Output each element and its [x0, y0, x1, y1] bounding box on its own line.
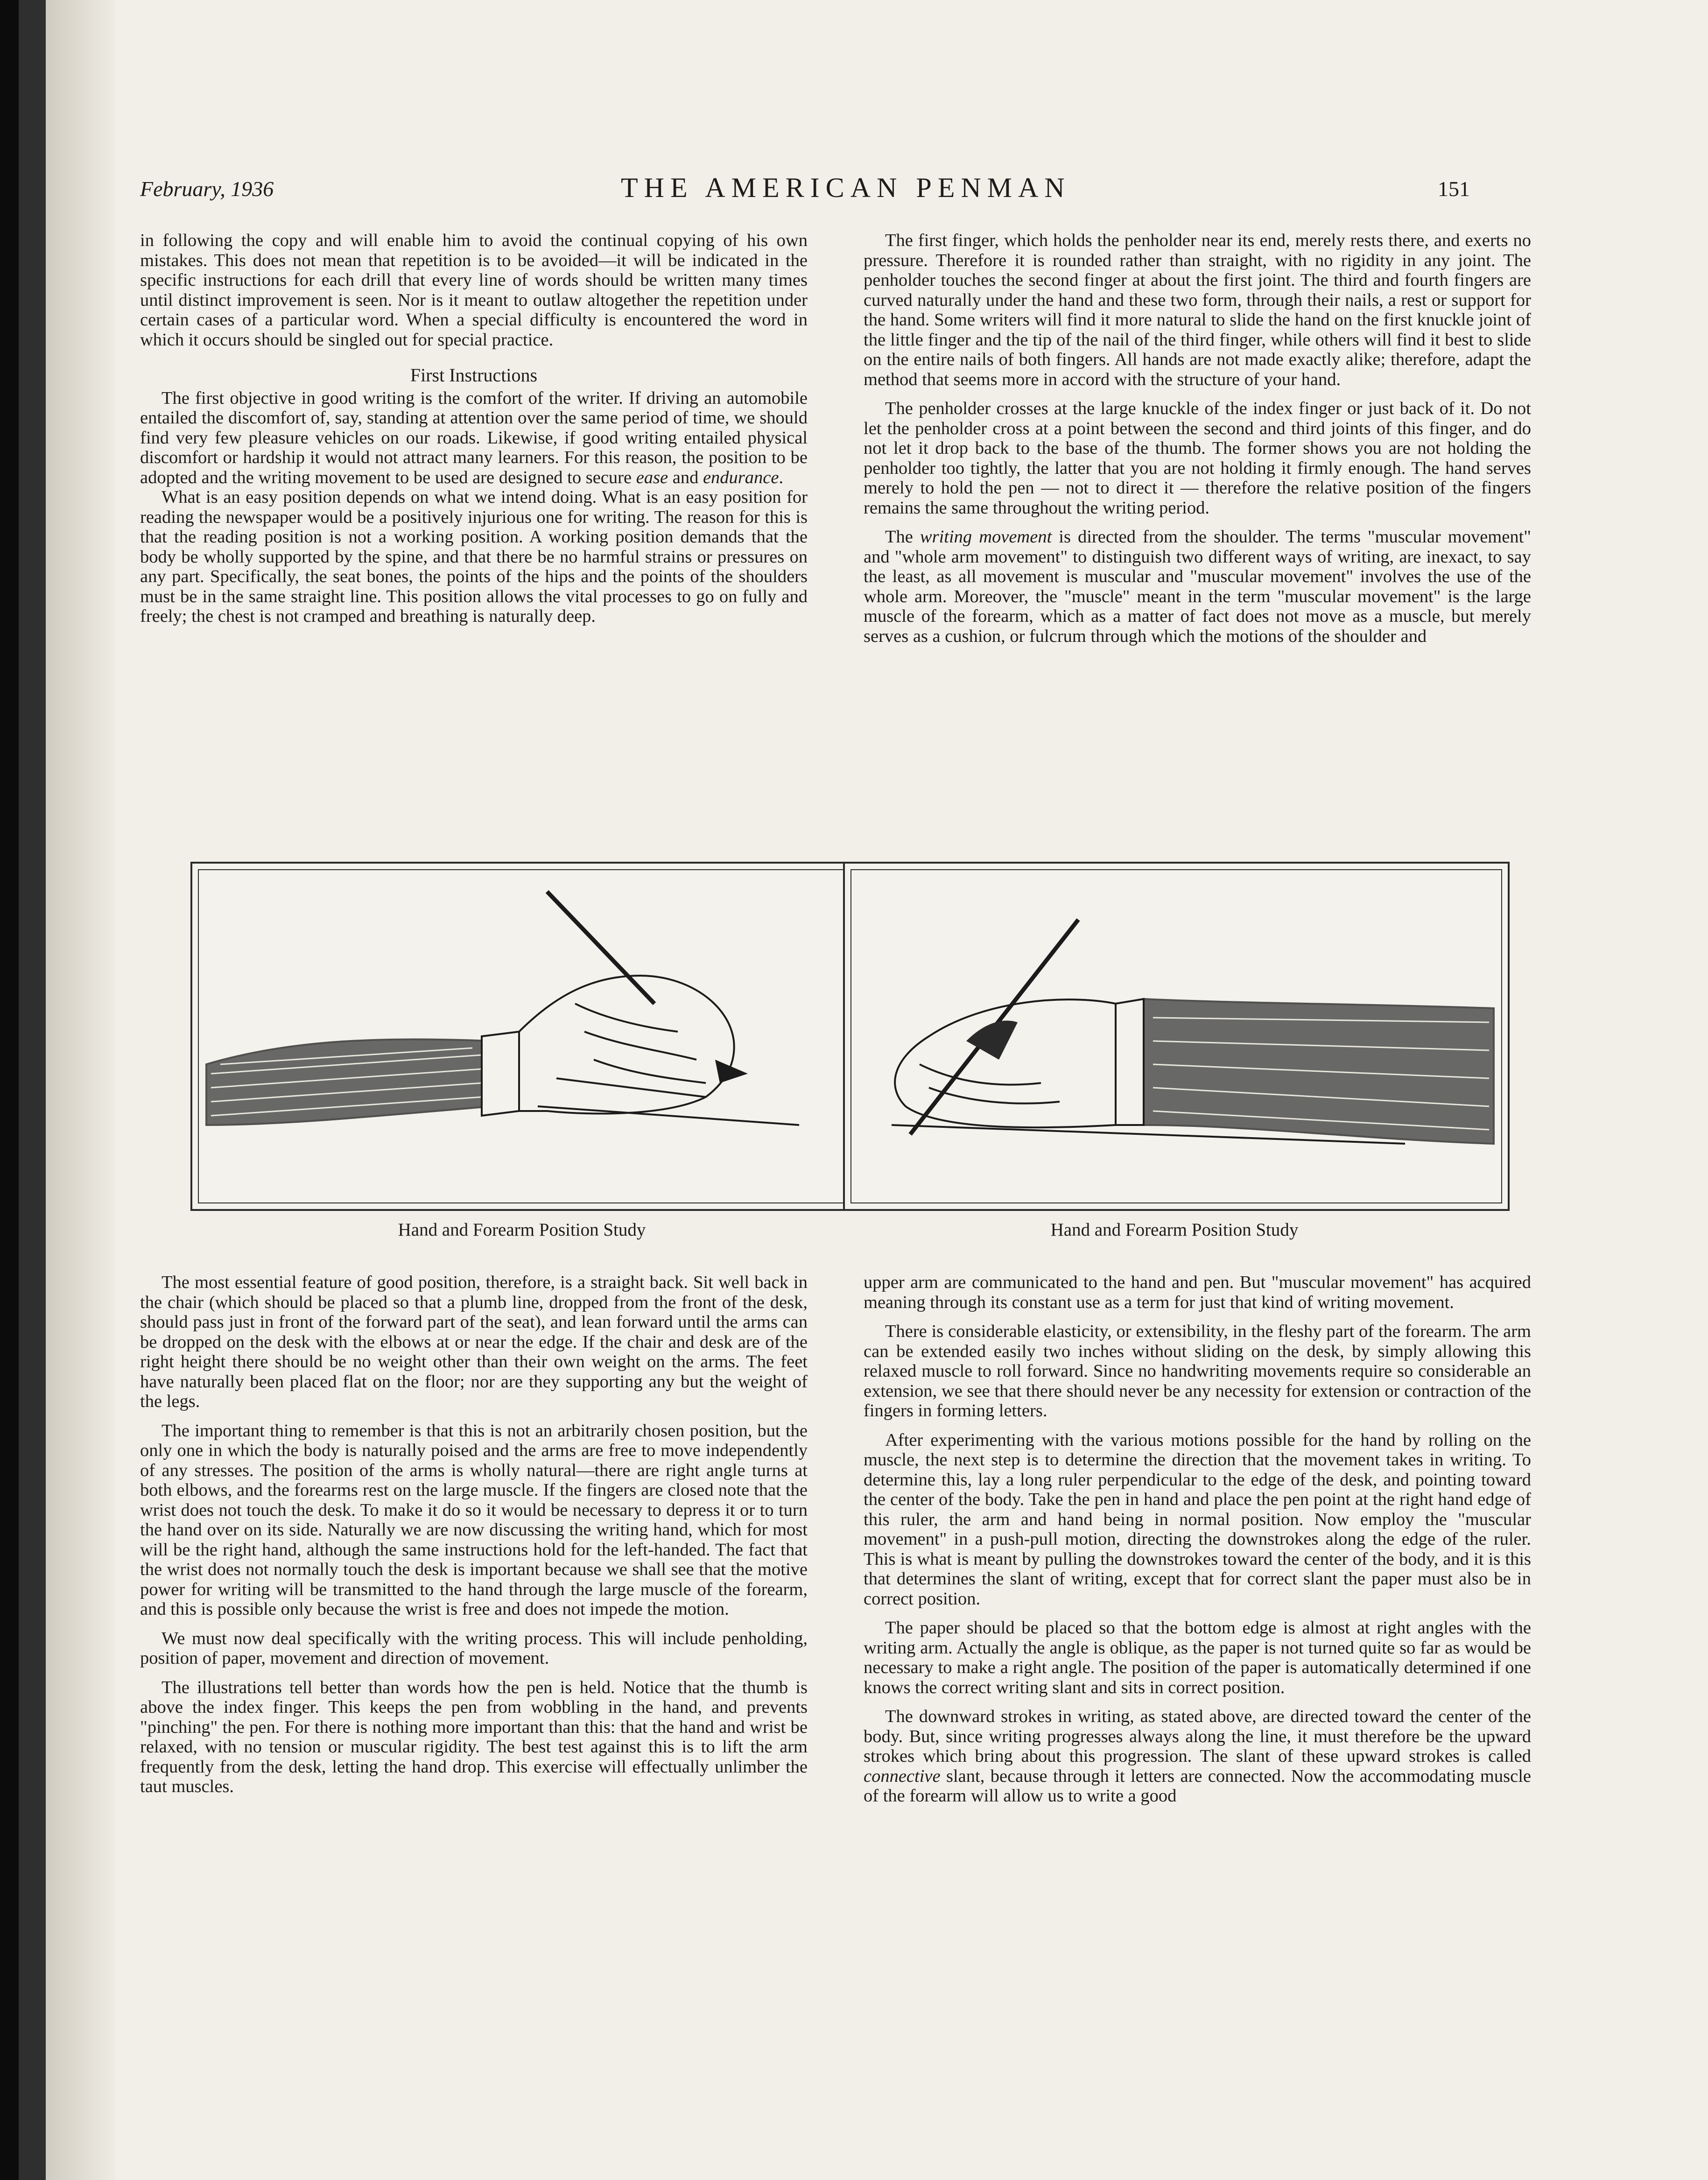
header-date: February, 1936 — [140, 177, 274, 201]
spine-shadow — [46, 0, 116, 2180]
paragraph: upper arm are communicated to the hand and pen. But "muscular movement" has acquired meaning through its constant use as a term for just that kind of writing movement. — [864, 1273, 1531, 1312]
section-heading: First Instructions — [410, 365, 538, 386]
figure-hand-position-right — [843, 862, 1510, 1211]
paragraph: The first objective in good writing is the comfort of the writer. If driving an automobile entailed the discomfort of, say, standing at attention over the same period of time, we should find very few pleasure vehicles on our roads. Likewise, if good writing entailed physical discomfort or hardship it would not attract many learners. For this reason, the position to be adopted and the writing movement to be used are designed to secure ease and endurance. — [140, 388, 808, 487]
paragraph: The downward strokes in writing, as stated above, are directed toward the center of the body. But, since writing progresses always along the line, it must therefore be the upward strokes which bring about this progression. The slant of these upward strokes is called connective slant, because through it letters are connected. Now the accommodating muscle of the forearm will allow us to write a good — [864, 1707, 1531, 1806]
paragraph: The first finger, which holds the penholder near its end, merely rests there, and exerts no pressure. Therefore it is rounded rather than straight, with no rigidity in any joint. The penholder touches the second finger at about the first joint. The third and fourth fingers are curved naturally under the hand and these two form, through their nails, a rest or support for the hand. Some writers will find it more natural to slide the hand on the first knuckle joint of the little finger and the tip of the nail of the third finger, while others will find it best to slide on the entire nails of both fingers. All hands are not made exactly alike; therefore, adapt the method that seems more in accord with the structure of your hand. — [864, 231, 1531, 389]
paragraph: The illustrations tell better than words how the pen is held. Notice that the thumb is above the index finger. This keeps the pen from wobbling in the hand, and prevents "pinching" the pen. For there is nothing more important than this: that the hand and wrist be relaxed, with no tension or muscular rigidity. The best test against this is to lift the arm frequently from the desk, letting the hand drop. This exercise will effectually unlimber the taut muscles. — [140, 1677, 808, 1796]
column-right-top — [864, 231, 1531, 646]
paragraph: What is an easy position depends on what we intend doing. What is an easy position for reading the newspaper would be a positively injurious one for writing. The reason for this is that the reading position is not a working position. A working position demands that the body be wholly supported by the spine, and that there be no harmful strains or pressures on any part. Specifically, the seat bones, the points of the hips and the points of the shoulders must be in the same straight line. This position allows the vital processes to go on fully and freely; the chest is not cramped and breathing is naturally deep. — [140, 487, 808, 626]
column-left-bottom — [140, 1273, 808, 1797]
paragraph: The most essential feature of good position, therefore, is a straight back. Sit well back in the chair (which should be placed so that a plumb line, dropped from the front of the desk, should pass just in front of the forward part of the seat), and lean forward until the arms can be dropped on the desk with the elbows at or near the edge. If the chair and desk are of the right height there should be no weight other than their own weight on the arms. The feet have naturally been placed flat on the floor; nor are they supporting any but the weight of the legs. — [140, 1273, 808, 1411]
paragraph: The writing movement is directed from the shoulder. The terms "muscular movement" and "whole arm movement" to distinguish two different ways of writing, are inexact, to say the least, as all movement is muscular and "muscular movement" involves the use of the whole arm. Moreover, the "muscle" meant in the term "muscular movement" is the large muscle of the forearm, which as a matter of fact does not move as a muscle, but merely serves as a cushion, or fulcrum through which the motions of the shoulder and — [864, 527, 1531, 646]
paragraph: There is considerable elasticity, or extensibility, in the fleshy part of the forearm. The arm can be extended easily two inches without sliding on the desk, by simply allowing this relaxed muscle to roll forward. Since no handwriting movements require so considerable an extension, we see that there should never be any necessity for extension or contraction of the fingers in forming letters. — [864, 1322, 1531, 1421]
paragraph: After experimenting with the various motions possible for the hand by rolling on the muscle, the next step is to determine the direction that the movement takes in writing. To determine this, lay a long ruler perpendicular to the edge of the desk, and pointing toward the center of the body. Take the pen in hand and place the pen point at the right hand edge of this ruler, the arm and hand being in normal position. Now employ the "muscular movement" in a push-pull motion, directing the downstrokes along the edge of the ruler. This is what is meant by pulling the downstrokes toward the center of the body, and it is this that determines the slant of writing, except that for correct slant the paper must also be in correct position. — [864, 1430, 1531, 1609]
column-right-bottom — [864, 1273, 1531, 1806]
hand-illustration-left — [192, 864, 855, 1209]
paragraph: The paper should be placed so that the bottom edge is almost at right angles with the writing arm. Actually the angle is oblique, as the paper is not turned quite so far as would be necessary to make a right angle. The position of the paper is automatically determined if one knows the correct writing slant and sits in correct position. — [864, 1618, 1531, 1697]
figure-caption-right: Hand and Forearm Position Study — [1050, 1220, 1299, 1240]
page-number: 151 — [1438, 177, 1470, 201]
paragraph: The penholder crosses at the large knuckle of the index finger or just back of it. Do not let the penholder cross at a point between the second and third joints of this finger, and do not let it drop back to the base of the thumb. The former shows you are not holding the penholder too tightly, the latter that you are not holding it firmly enough. The hand serves merely to hold the pen — not to direct it — therefore the relative position of the fingers remains the same throughout the writing period. — [864, 399, 1531, 518]
column-left-top — [140, 231, 808, 626]
paragraph: in following the copy and will enable him to avoid the continual copying of his own mistakes. This does not mean that repetition is to be avoided—it will be indicated in the specific instructions for each drill that every line of words should be written many times until distinct improvement is seen. Nor is it meant to outlaw altogether the repetition under certain cases of a particular word. When a special difficulty is encountered the word in which it occurs should be singled out for special practice. — [140, 231, 808, 350]
figure-hand-position-left — [190, 862, 857, 1211]
paragraph: The important thing to remember is that this is not an arbitrarily chosen position, but the only one in which the body is naturally poised and the arms are free to move independently of any stresses. The position of the arms is wholly natural—there are right angle turns at both elbows, and the forearms rest on the large muscle. If the fingers are closed note that the wrist does not touch the desk. To make it do so it would be necessary to depress it or to turn the hand over on its side. Naturally we are now discussing the writing hand, which for most will be the right hand, although the same instructions hold for the left-handed. The fact that the wrist does not normally touch the desk is important because we shall see that the motive power for writing will be transmitted to the hand through the large muscle of the forearm, and this is possible only because the wrist is free and does not impede the motion. — [140, 1421, 808, 1619]
header-title: THE AMERICAN PENMAN — [621, 172, 1071, 203]
figure-caption-left: Hand and Forearm Position Study — [398, 1220, 646, 1240]
hand-illustration-right — [845, 864, 1508, 1209]
paragraph: We must now deal specifically with the writing process. This will include penholding, position of paper, movement and direction of movement. — [140, 1628, 808, 1668]
book-edge — [0, 0, 46, 2180]
